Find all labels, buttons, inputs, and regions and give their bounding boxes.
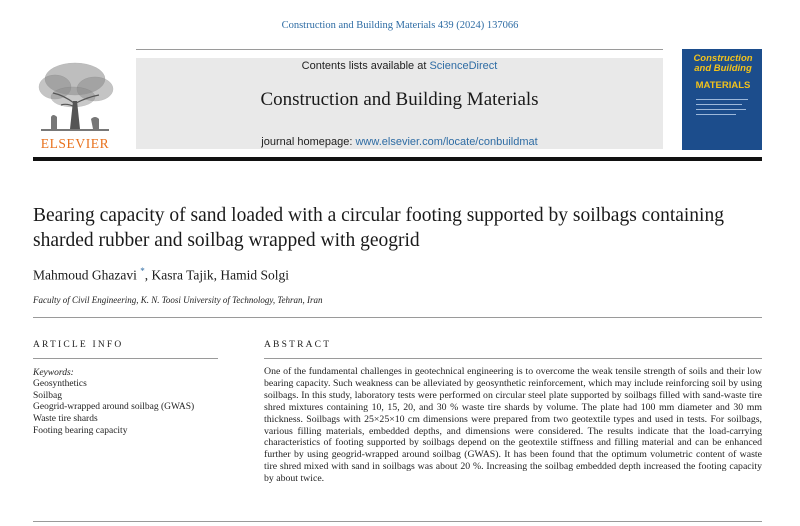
article-info-rule — [33, 358, 218, 359]
journal-cover-thumbnail[interactable] — [682, 49, 762, 150]
footer-rule — [33, 521, 762, 522]
keywords-label: Keywords: — [33, 368, 74, 378]
cover-text-line — [696, 99, 748, 100]
journal-title: Construction and Building Materials — [260, 89, 539, 110]
keywords-list — [33, 379, 194, 438]
keyword-item: Soilbag — [33, 390, 63, 401]
elsevier-wordmark: ELSEVIER — [40, 136, 110, 151]
cover-text-line — [696, 104, 742, 105]
cover-text-line — [696, 109, 746, 110]
author-separator: , — [213, 267, 221, 283]
journal-homepage-line — [136, 136, 663, 148]
author-name[interactable]: Hamid Solgi — [220, 267, 290, 283]
author-affiliation: Faculty of Civil Engineering, K. N. Toosi University of Technology, Tehran, Iran — [33, 295, 323, 305]
header-divider — [33, 157, 762, 161]
keyword-item: Footing bearing capacity — [33, 425, 128, 436]
cover-text-line — [696, 114, 736, 115]
contents-availability-line — [136, 60, 663, 72]
cover-title: Construction and Building — [693, 53, 753, 74]
keyword-item: Geogrid-wrapped around soilbag (GWAS) — [33, 402, 195, 413]
article-title: Bearing capacity of sand loaded with a circular footing supported by soilbags containing sharded rubber and soilbag wrapped with geogrid — [33, 205, 724, 251]
author-name[interactable]: Mahmoud Ghazavi — [33, 267, 137, 283]
corresponding-author-mark[interactable]: * — [140, 266, 145, 276]
journal-homepage-link[interactable]: www.elsevier.com/locate/conbuildmat — [355, 136, 538, 148]
cover-subtitle: MATERIALS — [695, 80, 751, 91]
author-name[interactable]: Kasra Tajik — [151, 267, 214, 283]
author-list — [33, 266, 289, 284]
article-info-heading: ARTICLE INFO — [33, 340, 124, 350]
section-divider — [33, 317, 762, 318]
author-separator: , — [144, 267, 152, 283]
keyword-item: Geosynthetics — [33, 379, 87, 389]
contents-prefix: Contents lists available at — [301, 60, 430, 72]
journal-citation-link[interactable]: Construction and Building Materials 439 (2024) 137066 — [281, 20, 519, 31]
homepage-prefix: journal homepage: — [261, 136, 356, 148]
header-top-rule — [136, 49, 663, 50]
sciencedirect-link[interactable]: ScienceDirect — [429, 60, 498, 72]
abstract-heading: ABSTRACT — [264, 340, 332, 350]
keyword-item: Waste tire shards — [33, 414, 98, 425]
abstract-rule — [264, 358, 762, 359]
abstract-body: One of the fundamental challenges in geotechnical engineering is to overcome the weak tensile strength of soils and their low bearing capacity. Such weakness can be alleviated by geosynthetic reinforcement, which may include reinforcing soil by using soilbags. In this study, laboratory tests were performed on circular steel plate supported by soilbags filled with sand-waste tire shred mixtures containing 10, 15, 20, and 30 % waste tire shards by volume. The plate had 100 mm diameter and 30 mm thickness. Soilbags with 25×25×10 cm dimensions were prepared from two geotextile types and used in tests. For soilbags, various filling materials, embedded depths, and dimensions were considered. The results indicate that the load-carrying characteristics of footing supported by soilbags depend on the geotextile stiffness and filling material and can be enhanced further by using geogrid-wrapped around soilbag (GWAS). It has been found that the optimum volumetric content of waste tire shred mixed with sand in soilbags was about 20 %. Increasing the soilbag embedded depth increased the footing capacity by about twice. — [264, 366, 762, 485]
